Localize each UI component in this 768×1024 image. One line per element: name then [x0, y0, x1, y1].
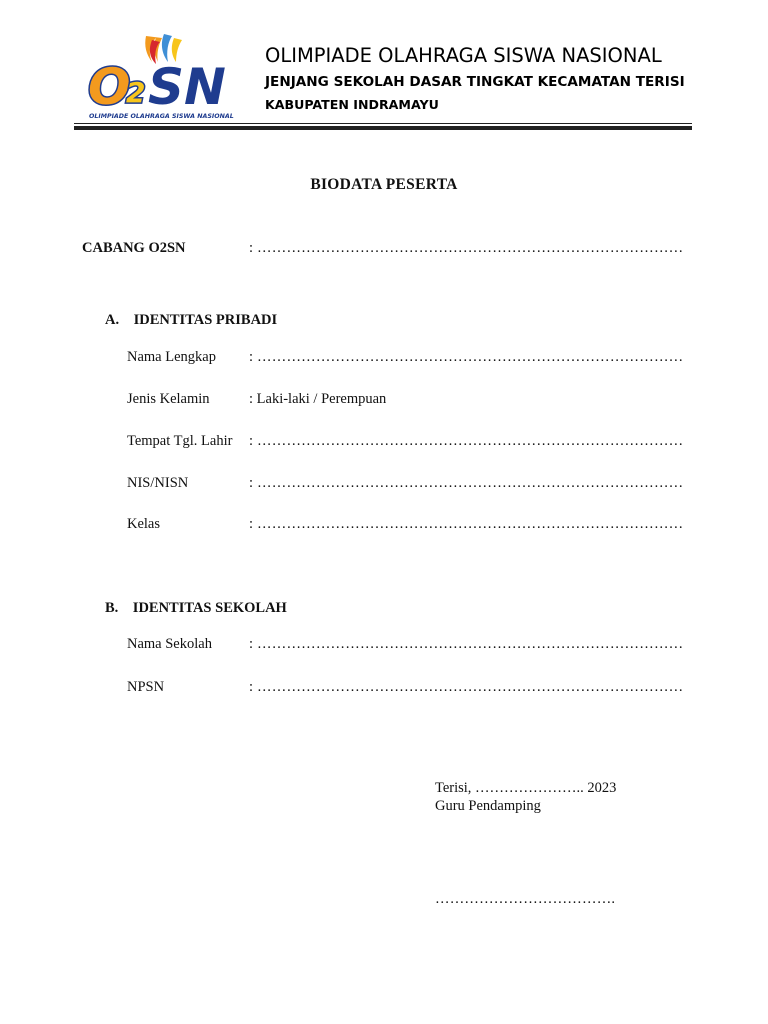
svg-text:O: O — [88, 58, 131, 116]
field-nis-nisn[interactable]: : …………………………………………………………………………… — [249, 475, 684, 491]
field-label-nama-lengkap: Nama Lengkap — [127, 349, 216, 365]
field-label-jenis-kelamin: Jenis Kelamin — [127, 391, 210, 407]
o2sn-logo — [86, 32, 248, 124]
cabang-field[interactable]: : …………………………………………………………………………… — [249, 240, 684, 256]
field-label-tempat-tgl-lahir: Tempat Tgl. Lahir — [127, 433, 233, 449]
field-label-npsn: NPSN — [127, 679, 165, 695]
field-label-nis-nisn: NIS/NISN — [127, 475, 189, 491]
field-npsn[interactable]: : …………………………………………………………………………… — [249, 679, 684, 695]
field-nama-sekolah[interactable]: : …………………………………………………………………………… — [249, 636, 684, 652]
signature-name-line[interactable]: ………………………………. — [435, 891, 616, 907]
header-region: KABUPATEN INDRAMAYU — [265, 97, 439, 112]
signature-role: Guru Pendamping — [435, 798, 541, 814]
svg-text:2: 2 — [126, 76, 146, 109]
document-title: BIODATA PESERTA — [310, 176, 458, 193]
logo-tagline: OLIMPIADE OLAHRAGA SISWA NASIONAL — [89, 113, 234, 120]
cabang-label: CABANG O2SN — [82, 240, 186, 256]
field-label-kelas: Kelas — [127, 516, 161, 532]
field-label-nama-sekolah: Nama Sekolah — [127, 636, 212, 652]
header-title: OLIMPIADE OLAHRAGA SISWA NASIONAL — [265, 44, 662, 67]
field-tempat-tgl-lahir[interactable]: : …………………………………………………………………………… — [249, 433, 684, 449]
field-jenis-kelamin[interactable]: : Laki-laki / Perempuan — [249, 391, 387, 407]
svg-text:SN: SN — [148, 58, 226, 116]
field-kelas[interactable]: : …………………………………………………………………………… — [249, 516, 684, 532]
field-nama-lengkap[interactable]: : …………………………………………………………………………… — [249, 349, 684, 365]
section-a-heading: A. IDENTITAS PRIBADI — [105, 312, 278, 328]
header-divider-thick — [74, 126, 692, 130]
signature-place-date[interactable]: Terisi, ………………….. 2023 — [435, 780, 617, 796]
header-subtitle: JENJANG SEKOLAH DASAR TINGKAT KECAMATAN TERISI — [265, 74, 685, 90]
section-b-heading: B. IDENTITAS SEKOLAH — [105, 600, 287, 616]
header-divider-thin — [74, 123, 692, 124]
